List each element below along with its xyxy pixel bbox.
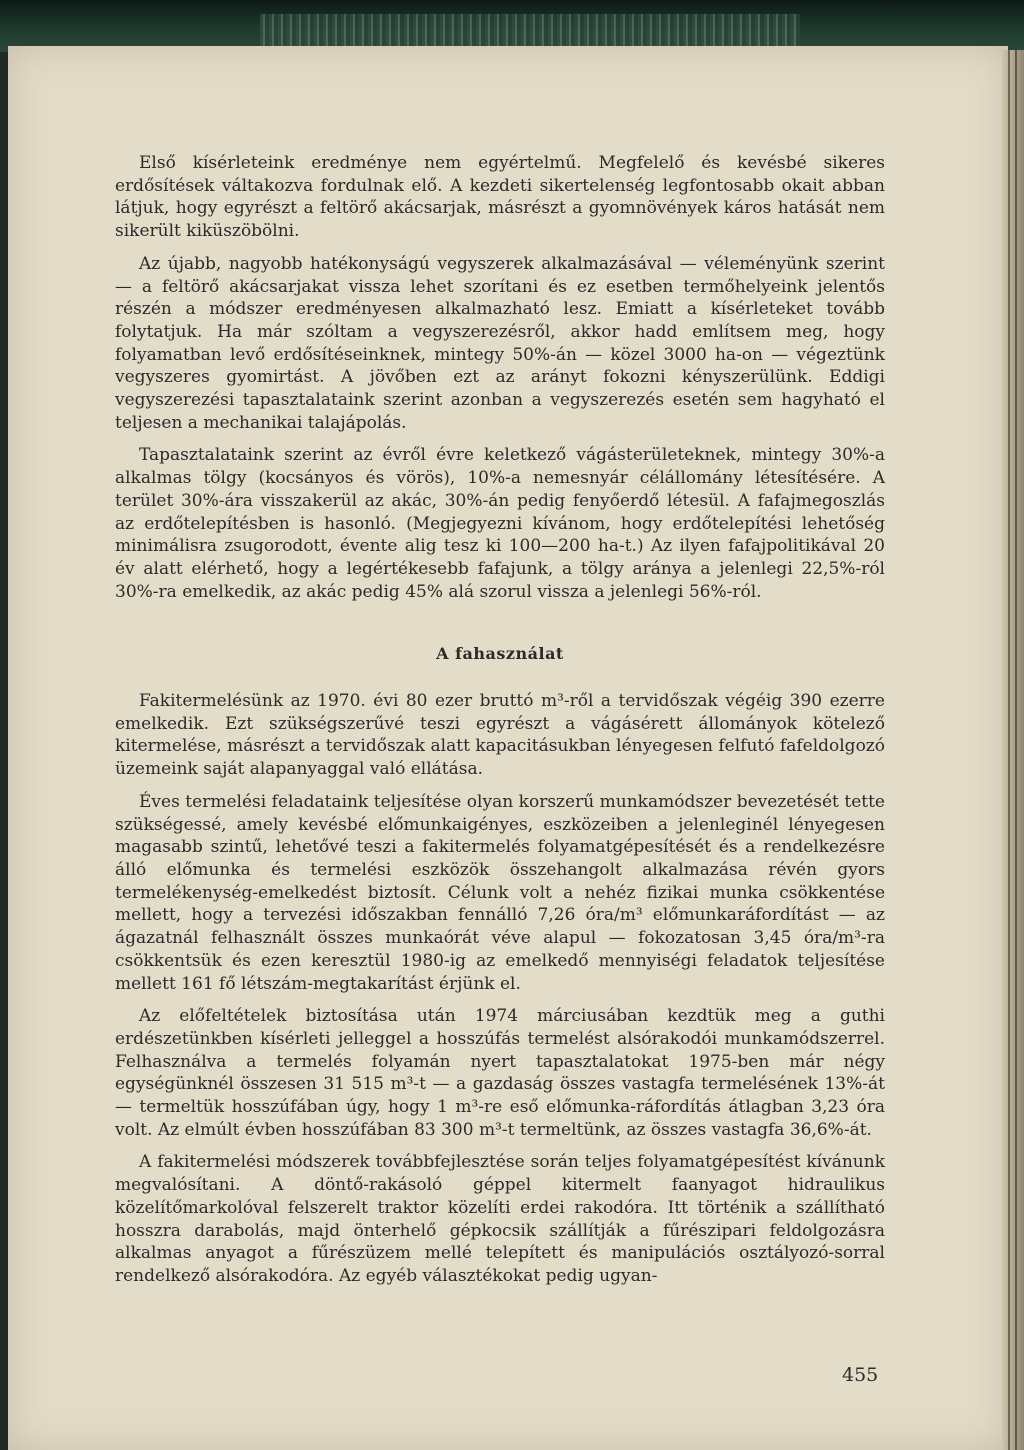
page-number: 455: [842, 1364, 879, 1386]
paragraph: Első kísérleteink eredménye nem egyértelmű. Megfelelő és kevésbé sikeres erdősítések váltakozva fordulnak elő. A kezdeti sikertelenség legfontosabb okait abban látjuk, hogy egyrészt a feltörő akácsarjak, másrészt a gyomnövények káros hatását nem sikerült kiküszöbölni.: [115, 153, 885, 242]
page-body: [115, 152, 885, 1298]
book-binding-top: [0, 0, 1024, 52]
spine-pattern: [260, 14, 800, 48]
paragraph: Éves termelési feladataink teljesítése olyan korszerű munkamódszer bevezetését tette szükségessé, amely kevésbé előmunkaigényes, eszközeiben a jelenleginél lényegesen magasabb szintű, lehetővé teszi a fakitermelés folyamatgépesítését és a rendelkezésre álló előmunka és termelési eszközök összehangolt alkalmazása révén gyors termelékenység-emelkedést biztosít. Célunk volt a nehéz fizikai munka csökkentése mellett, hogy a tervezési időszakban fennálló 7,26 óra/m³ előmunkaráfordítást — az ágazatnál felhasznált összes munkaórát véve alapul — fokozatosan 3,45 óra/m³-ra csökkentsük és ezen keresztül 1980-ig az emelkedő mennyiségi feladatok teljesítése mellett 161 fő létszám-megtakarítást érjünk el.: [115, 791, 885, 994]
paragraph: Fakitermelésünk az 1970. évi 80 ezer bruttó m³-ről a tervidőszak végéig 390 ezerre emelkedik. Ezt szükségszerűvé teszi egyrészt a vágásérett állományok kötelező kitermelése, másrészt a tervidőszak alatt kapacitásukban lényegesen felfutó fafeldolgozó üzemeink saját alapanyaggal való ellátása.: [115, 691, 885, 780]
paragraph: A fakitermelési módszerek továbbfejlesztése során teljes folyamatgépesítést kívánunk megvalósítani. A döntő-rakásoló géppel kitermelt faanyagot hidraulikus közelítőmarkolóval felszerelt traktor közelíti erdei rakodóra. Itt történik a szállítható hosszra darabolás, majd önterhelő gépkocsik szállítják a fűrészipari feldolgozásra alkalmas anyagot a fűrészüzem mellé telepített és manipulációs osztályozó-sorral rendelkező alsórakodóra. Az egyéb választékokat pedig ugyan-: [115, 1152, 885, 1286]
page-edge-line: [1008, 50, 1010, 1450]
page-edge-stack: [1002, 50, 1024, 1450]
paragraph: Tapasztalataink szerint az évről évre keletkező vágásterületeknek, mintegy 30%-a alkalmas tölgy (kocsányos és vörös), 10%-a nemesnyár célállomány létesítésére. A terület 30%-ára visszakerül az akác, 30%-án pedig fenyőerdő létesül. A fafajmegoszlás az erdőtelepítésben is hasonló. (Megjegyezni kívánom, hogy erdőtelepítési lehetőség minimálisra zsugorodott, évente alig tesz ki 100—200 ha-t.) Az ilyen fafajpolitikával 20 év alatt elérhető, hogy a legértékesebb fafajunk, a tölgy aránya a jelenlegi 22,5%-ról 30%-ra emelkedik, az akác pedig 45% alá szorul vissza a jelenlegi 56%-ról.: [115, 445, 885, 602]
page-edge-line: [1015, 50, 1017, 1450]
section-heading: A fahasználat: [436, 644, 564, 664]
paragraph: Az újabb, nagyobb hatékonyságú vegyszerek alkalmazásával — véleményünk szerint — a feltörő akácsarjakat vissza lehet szorítani és ez esetben termőhelyeink jelentős részén a módszer eredményesen alkalmazható lesz. Emiatt a kísérleteket tovább folytatjuk. Ha már szóltam a vegyszerezésről, akkor hadd említsem meg, hogy folyamatban levő erdősítéseinknek, mintegy 50%-án — közel 3000 ha-on — végeztünk vegyszeres gyomirtást. A jövőben ezt az arányt fokozni kényszerülünk. Eddigi vegyszerezési tapasztalataink szerint azonban a vegyszerezés esetén sem hagyható el teljesen a mechanikai talajápolás.: [115, 253, 885, 433]
paragraph: Az előfeltételek biztosítása után 1974 márciusában kezdtük meg a guthi erdészetünkben kísérleti jelleggel a hosszúfás termelést alsórakodói munkamódszerrel. Felhasználva a termelés folyamán nyert tapasztalatokat 1975-ben már négy egységünknél összesen 31 515 m³-t — a gazdaság összes vastagfa termelésének 13%-át — termeltük hosszúfában úgy, hogy 1 m³-re eső előmunka-ráfordítás átlagban 3,23 óra volt. Az elmúlt évben hosszúfában 83 300 m³-t termeltünk, az összes vastagfa 36,6%-át.: [115, 1006, 885, 1140]
